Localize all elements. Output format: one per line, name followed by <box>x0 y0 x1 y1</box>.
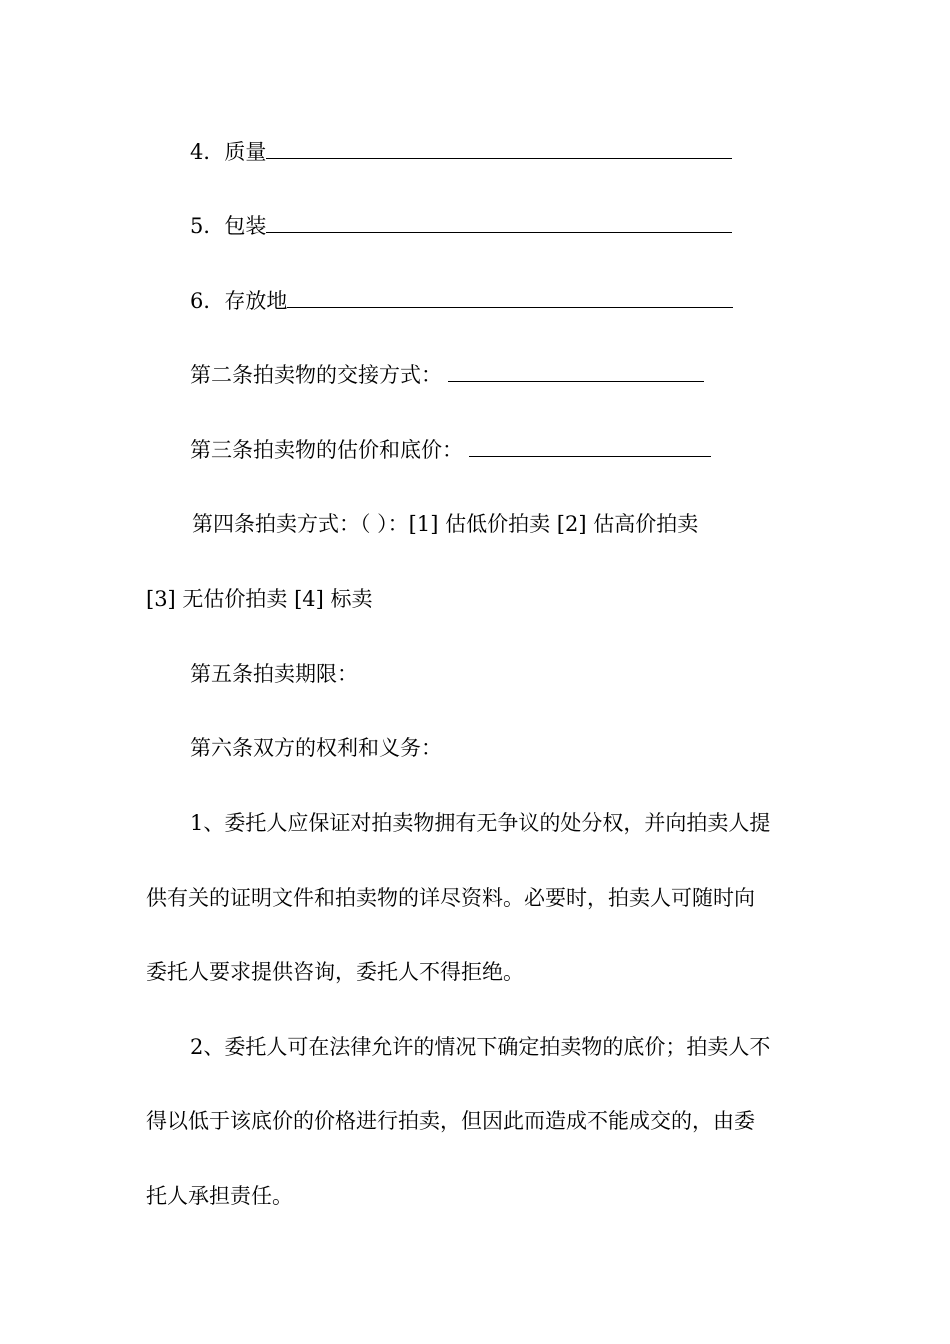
article-4-line-1: 第四条拍卖方式：（ ）：[1] 估低价拍卖 [2] 估高价拍卖 <box>192 512 699 536</box>
valuation-blank <box>469 436 711 457</box>
article-6: 第六条双方的权利和义务： <box>190 736 442 760</box>
item-storage-label: 6．存放地 <box>190 289 288 313</box>
clause-1-line-3: 委托人要求提供咨询，委托人不得拒绝。 <box>146 960 524 984</box>
quality-blank <box>266 138 732 159</box>
item-quality-label: 4．质量 <box>190 140 267 164</box>
clause-1-line-1: 1、委托人应保证对拍卖物拥有无争议的处分权，并向拍卖人提 <box>190 811 771 835</box>
item-quality <box>190 137 732 167</box>
article-2-text: 第二条拍卖物的交接方式： <box>190 363 442 387</box>
clause-2-line-1: 2、委托人可在法律允许的情况下确定拍卖物的底价；拍卖人不 <box>190 1035 771 1059</box>
handover-blank <box>448 361 704 382</box>
item-packaging <box>190 211 732 241</box>
packaging-blank <box>266 212 732 233</box>
article-2 <box>190 360 704 390</box>
item-packaging-label: 5．包装 <box>190 214 267 238</box>
clause-2-line-2: 得以低于该底价的价格进行拍卖，但因此而造成不能成交的，由委 <box>146 1109 755 1133</box>
article-3 <box>190 435 711 465</box>
article-3-text: 第三条拍卖物的估价和底价： <box>190 438 463 462</box>
item-storage <box>190 286 733 316</box>
clause-1-line-2: 供有关的证明文件和拍卖物的详尽资料。必要时，拍卖人可随时向 <box>146 886 755 910</box>
clause-2-line-3: 托人承担责任。 <box>146 1184 293 1208</box>
storage-blank <box>287 287 733 308</box>
article-5: 第五条拍卖期限： <box>190 662 358 686</box>
article-4-line-2: [3] 无估价拍卖 [4] 标卖 <box>146 587 373 611</box>
